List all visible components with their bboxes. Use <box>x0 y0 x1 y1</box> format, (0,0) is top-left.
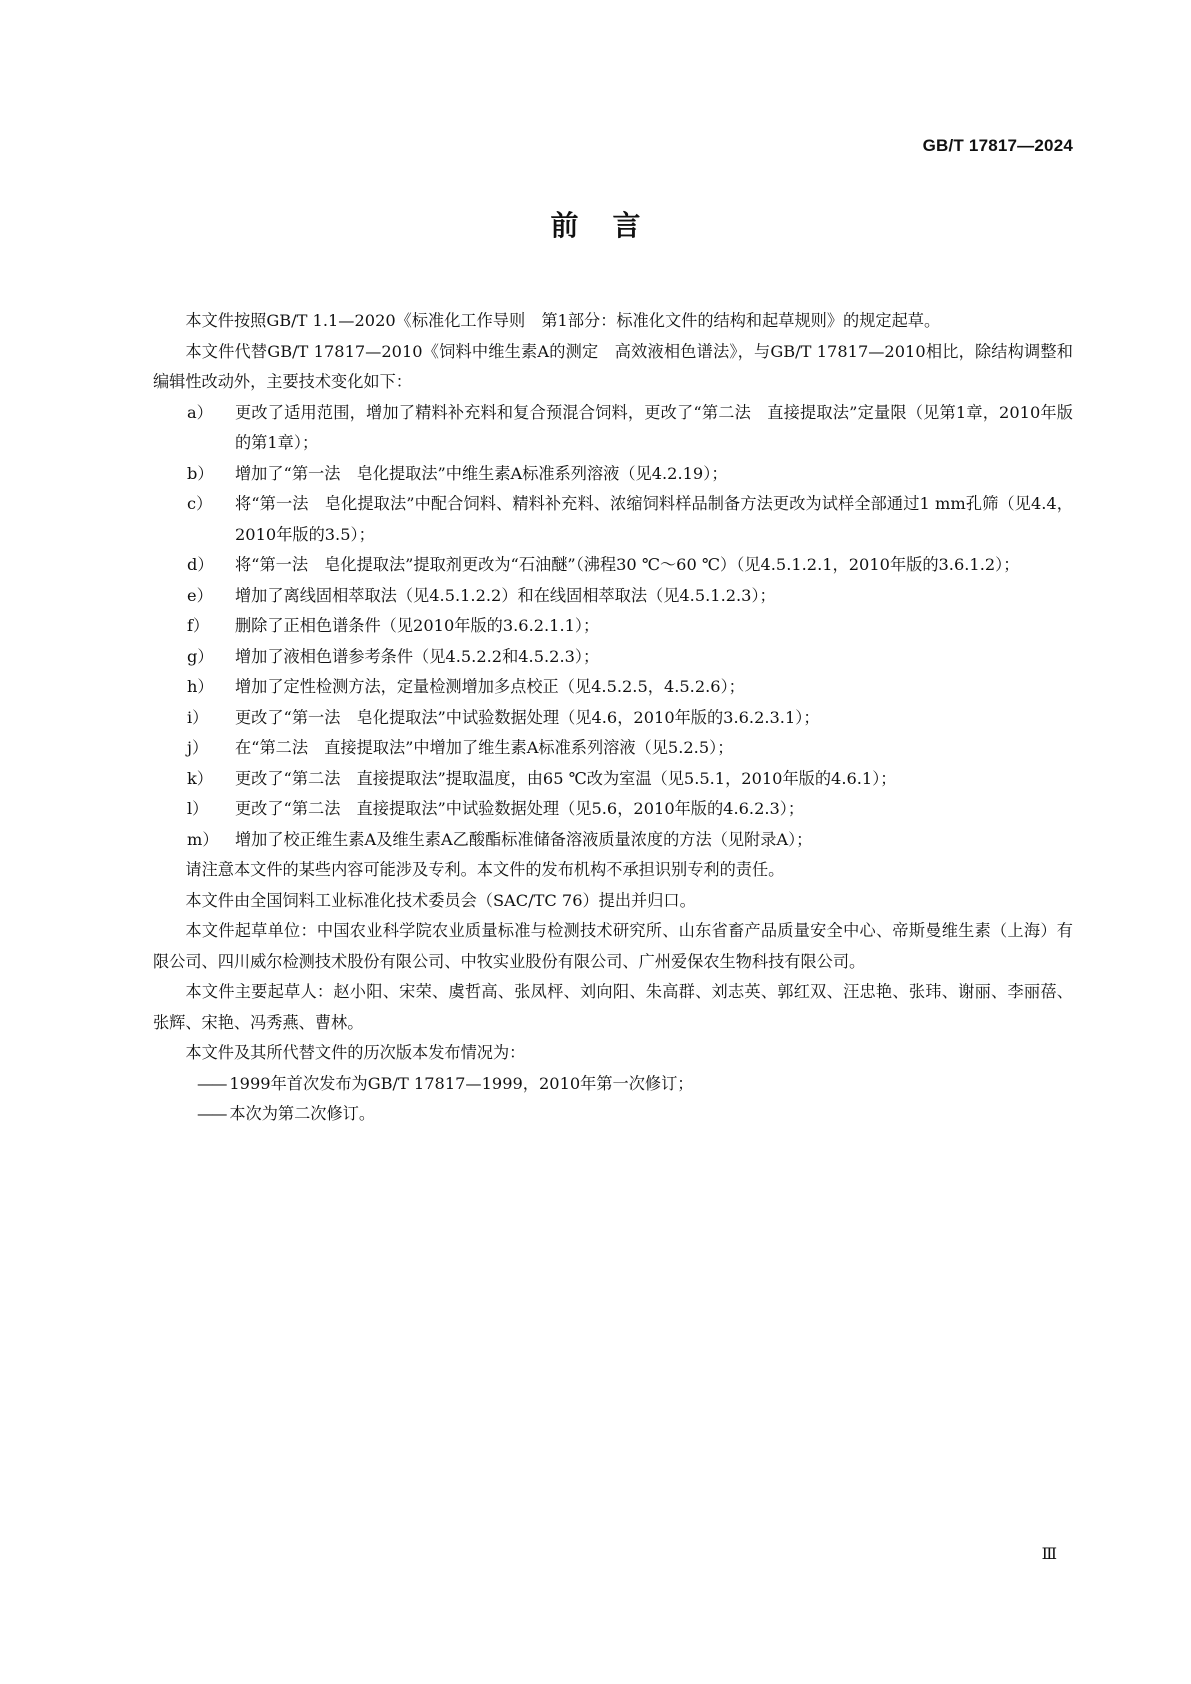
history-text: 1999年首次发布为GB/T 17817—1999，2010年第一次修订； <box>229 1073 694 1093</box>
list-marker: k） <box>187 768 213 788</box>
list-item <box>153 703 1073 734</box>
list-text: 增加了“第一法 皂化提取法”中维生素A标准系列溶液（见4.2.19）； <box>235 463 728 483</box>
list-item <box>153 825 1073 856</box>
list-item <box>153 764 1073 795</box>
paragraph-drafting-units: 本文件起草单位：中国农业科学院农业质量标准与检测技术研究所、山东省畜产品质量安全中心、帝斯曼维生素（上海）有限公司、四川威尔检测技术股份有限公司、中牧实业股份有限公司、广州爱保农生物科技有限公司。 <box>153 921 1073 971</box>
list-marker: e） <box>187 585 213 605</box>
list-marker: g） <box>187 646 214 666</box>
list-item <box>153 672 1073 703</box>
list-marker: j） <box>187 738 209 757</box>
list-item <box>153 611 1073 642</box>
list-marker: m） <box>187 829 219 849</box>
list-item <box>153 550 1073 581</box>
list-item <box>153 459 1073 490</box>
paragraph-replacement: 本文件代替GB/T 17817—2010《饲料中维生素A的测定 高效液相色谱法》，与GB/T 17817—2010相比，除结构调整和编辑性改动外，主要技术变化如下： <box>153 341 1073 391</box>
document-code: GB/T 17817—2024 <box>922 136 1073 155</box>
list-text: 更改了适用范围，增加了精料补充料和复合预混合饲料，更改了“第二法 直接提取法”定量限（见第1章，2010年版的第1章）； <box>235 402 1073 452</box>
list-marker: d） <box>187 555 214 574</box>
list-marker: c） <box>187 494 213 513</box>
list-text: 更改了“第二法 直接提取法”提取温度，由65 ℃改为室温（见5.5.1，2010年版的4.6.1）； <box>235 768 897 788</box>
history-list <box>153 1069 1073 1130</box>
paragraph-patent-notice: 请注意本文件的某些内容可能涉及专利。本文件的发布机构不承担识别专利的责任。 <box>185 860 785 879</box>
list-item <box>153 581 1073 612</box>
history-text: 本次为第二次修订。 <box>229 1104 376 1123</box>
paragraph-proposer: 本文件由全国饲料工业标准化技术委员会（SAC/TC 76）提出并归口。 <box>185 890 696 910</box>
document-body <box>153 306 1073 1130</box>
list-text: 删除了正相色谱条件（见2010年版的3.6.2.1.1）； <box>235 616 600 635</box>
page-title: 前言 <box>550 209 675 242</box>
list-text: 更改了“第二法 直接提取法”中试验数据处理（见5.6，2010年版的4.6.2.3）； <box>235 799 805 818</box>
list-text: 增加了离线固相萃取法（见4.5.1.2.2）和在线固相萃取法（见4.5.1.2.3）； <box>235 585 776 605</box>
list-text: 将“第一法 皂化提取法”提取剂更改为“石油醚”（沸程30 ℃～60 ℃）（见4.5.1.2.1，2010年版的3.6.1.2）； <box>235 555 1020 574</box>
history-dash: —— <box>197 1104 226 1123</box>
list-marker: l） <box>187 799 209 818</box>
list-marker: f） <box>187 616 210 635</box>
changes-list <box>153 398 1073 856</box>
list-marker: h） <box>187 677 214 696</box>
list-text: 在“第二法 直接提取法”中增加了维生素A标准系列溶液（见5.2.5）； <box>235 738 734 757</box>
list-text: 更改了“第一法 皂化提取法”中试验数据处理（见4.6，2010年版的3.6.2.3.1）； <box>235 707 820 727</box>
paragraph-history-intro: 本文件及其所代替文件的历次版本发布情况为： <box>185 1043 526 1062</box>
list-text: 将“第一法 皂化提取法”中配合饲料、精料补充料、浓缩饲料样品制备方法更改为试样全部通过1 mm孔筛（见4.4，2010年版的3.5）； <box>235 494 1073 544</box>
page-number: Ⅲ <box>1041 1544 1057 1563</box>
list-item <box>153 398 1073 459</box>
history-item <box>153 1069 1073 1100</box>
paragraph-drafting-basis: 本文件按照GB/T 1.1—2020《标准化工作导则 第1部分：标准化文件的结构和起草规则》的规定起草。 <box>185 311 941 330</box>
list-item <box>153 794 1073 825</box>
list-marker: b） <box>187 463 214 483</box>
paragraph-drafters: 本文件主要起草人：赵小阳、宋荣、虞哲高、张凤枰、刘向阳、朱高群、刘志英、郭红双、汪忠艳、张玮、谢丽、李丽蓓、张辉、宋艳、冯秀燕、曹林。 <box>153 982 1073 1032</box>
list-text: 增加了定性检测方法，定量检测增加多点校正（见4.5.2.5，4.5.2.6）； <box>235 677 745 696</box>
list-marker: a） <box>187 402 213 422</box>
history-dash: —— <box>197 1073 226 1093</box>
history-item <box>153 1099 1073 1130</box>
list-item <box>153 489 1073 550</box>
list-item <box>153 642 1073 673</box>
list-text: 增加了液相色谱参考条件（见4.5.2.2和4.5.2.3）； <box>235 646 600 666</box>
list-item <box>153 733 1073 764</box>
list-text: 增加了校正维生素A及维生素A乙酸酯标准储备溶液质量浓度的方法（见附录A）； <box>235 829 813 849</box>
list-marker: i） <box>187 707 209 727</box>
